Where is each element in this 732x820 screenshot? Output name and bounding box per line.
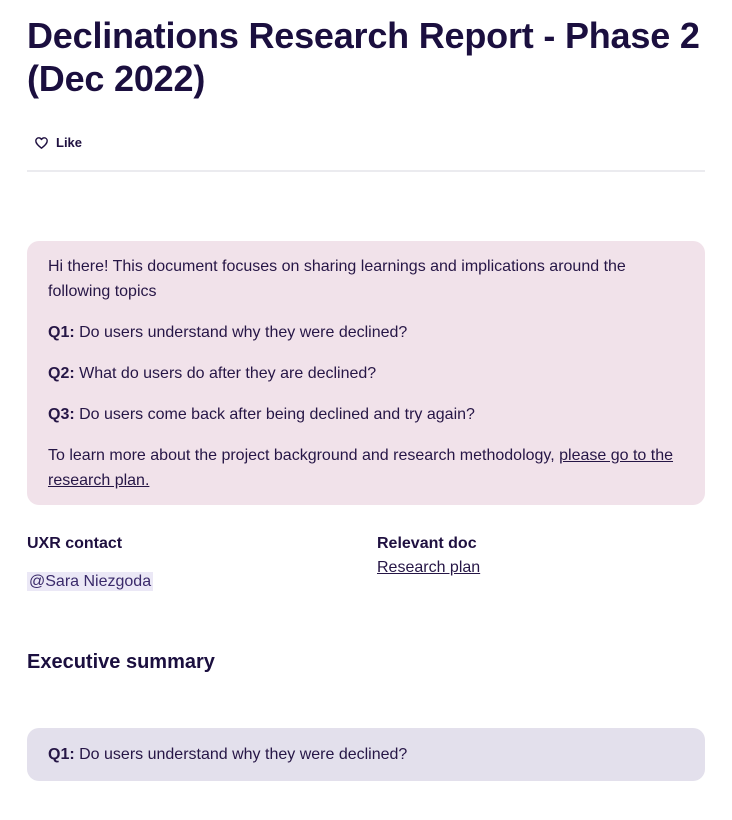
heart-icon bbox=[35, 137, 48, 149]
question-2: Q2: What do users do after they are declined? bbox=[48, 365, 377, 382]
doc-heading: Relevant doc bbox=[377, 535, 477, 552]
contact-heading: UXR contact bbox=[27, 535, 123, 552]
learn-more: To learn more about the project background and research methodology, please go to the research plan. bbox=[48, 447, 674, 489]
intro-callout bbox=[27, 241, 705, 505]
executive-summary-heading: Executive summary bbox=[27, 651, 215, 673]
q1-callout bbox=[27, 728, 705, 781]
divider bbox=[27, 170, 705, 172]
user-mention[interactable]: @Sara Niezgoda bbox=[29, 573, 152, 590]
like-button[interactable] bbox=[35, 135, 705, 150]
doc-column bbox=[377, 532, 480, 591]
contact-column bbox=[27, 532, 377, 591]
intro-text: Hi there! This document focuses on sharing learnings and implications around the following topics bbox=[48, 258, 626, 300]
like-label: Like bbox=[56, 135, 83, 150]
relevant-doc-link[interactable]: Research plan bbox=[377, 559, 481, 576]
q1-label: Q1: bbox=[48, 746, 75, 763]
q1-text: Do users understand why they were declined? bbox=[79, 746, 408, 763]
page-title: Declinations Research Report - Phase 2 (Dec 2022) bbox=[27, 15, 700, 99]
question-3: Q3: Do users come back after being declined and try again? bbox=[48, 406, 475, 423]
question-1: Q1: Do users understand why they were declined? bbox=[48, 324, 408, 341]
meta-section bbox=[27, 532, 705, 591]
research-plan-link[interactable]: please go to the research plan. bbox=[48, 447, 674, 489]
